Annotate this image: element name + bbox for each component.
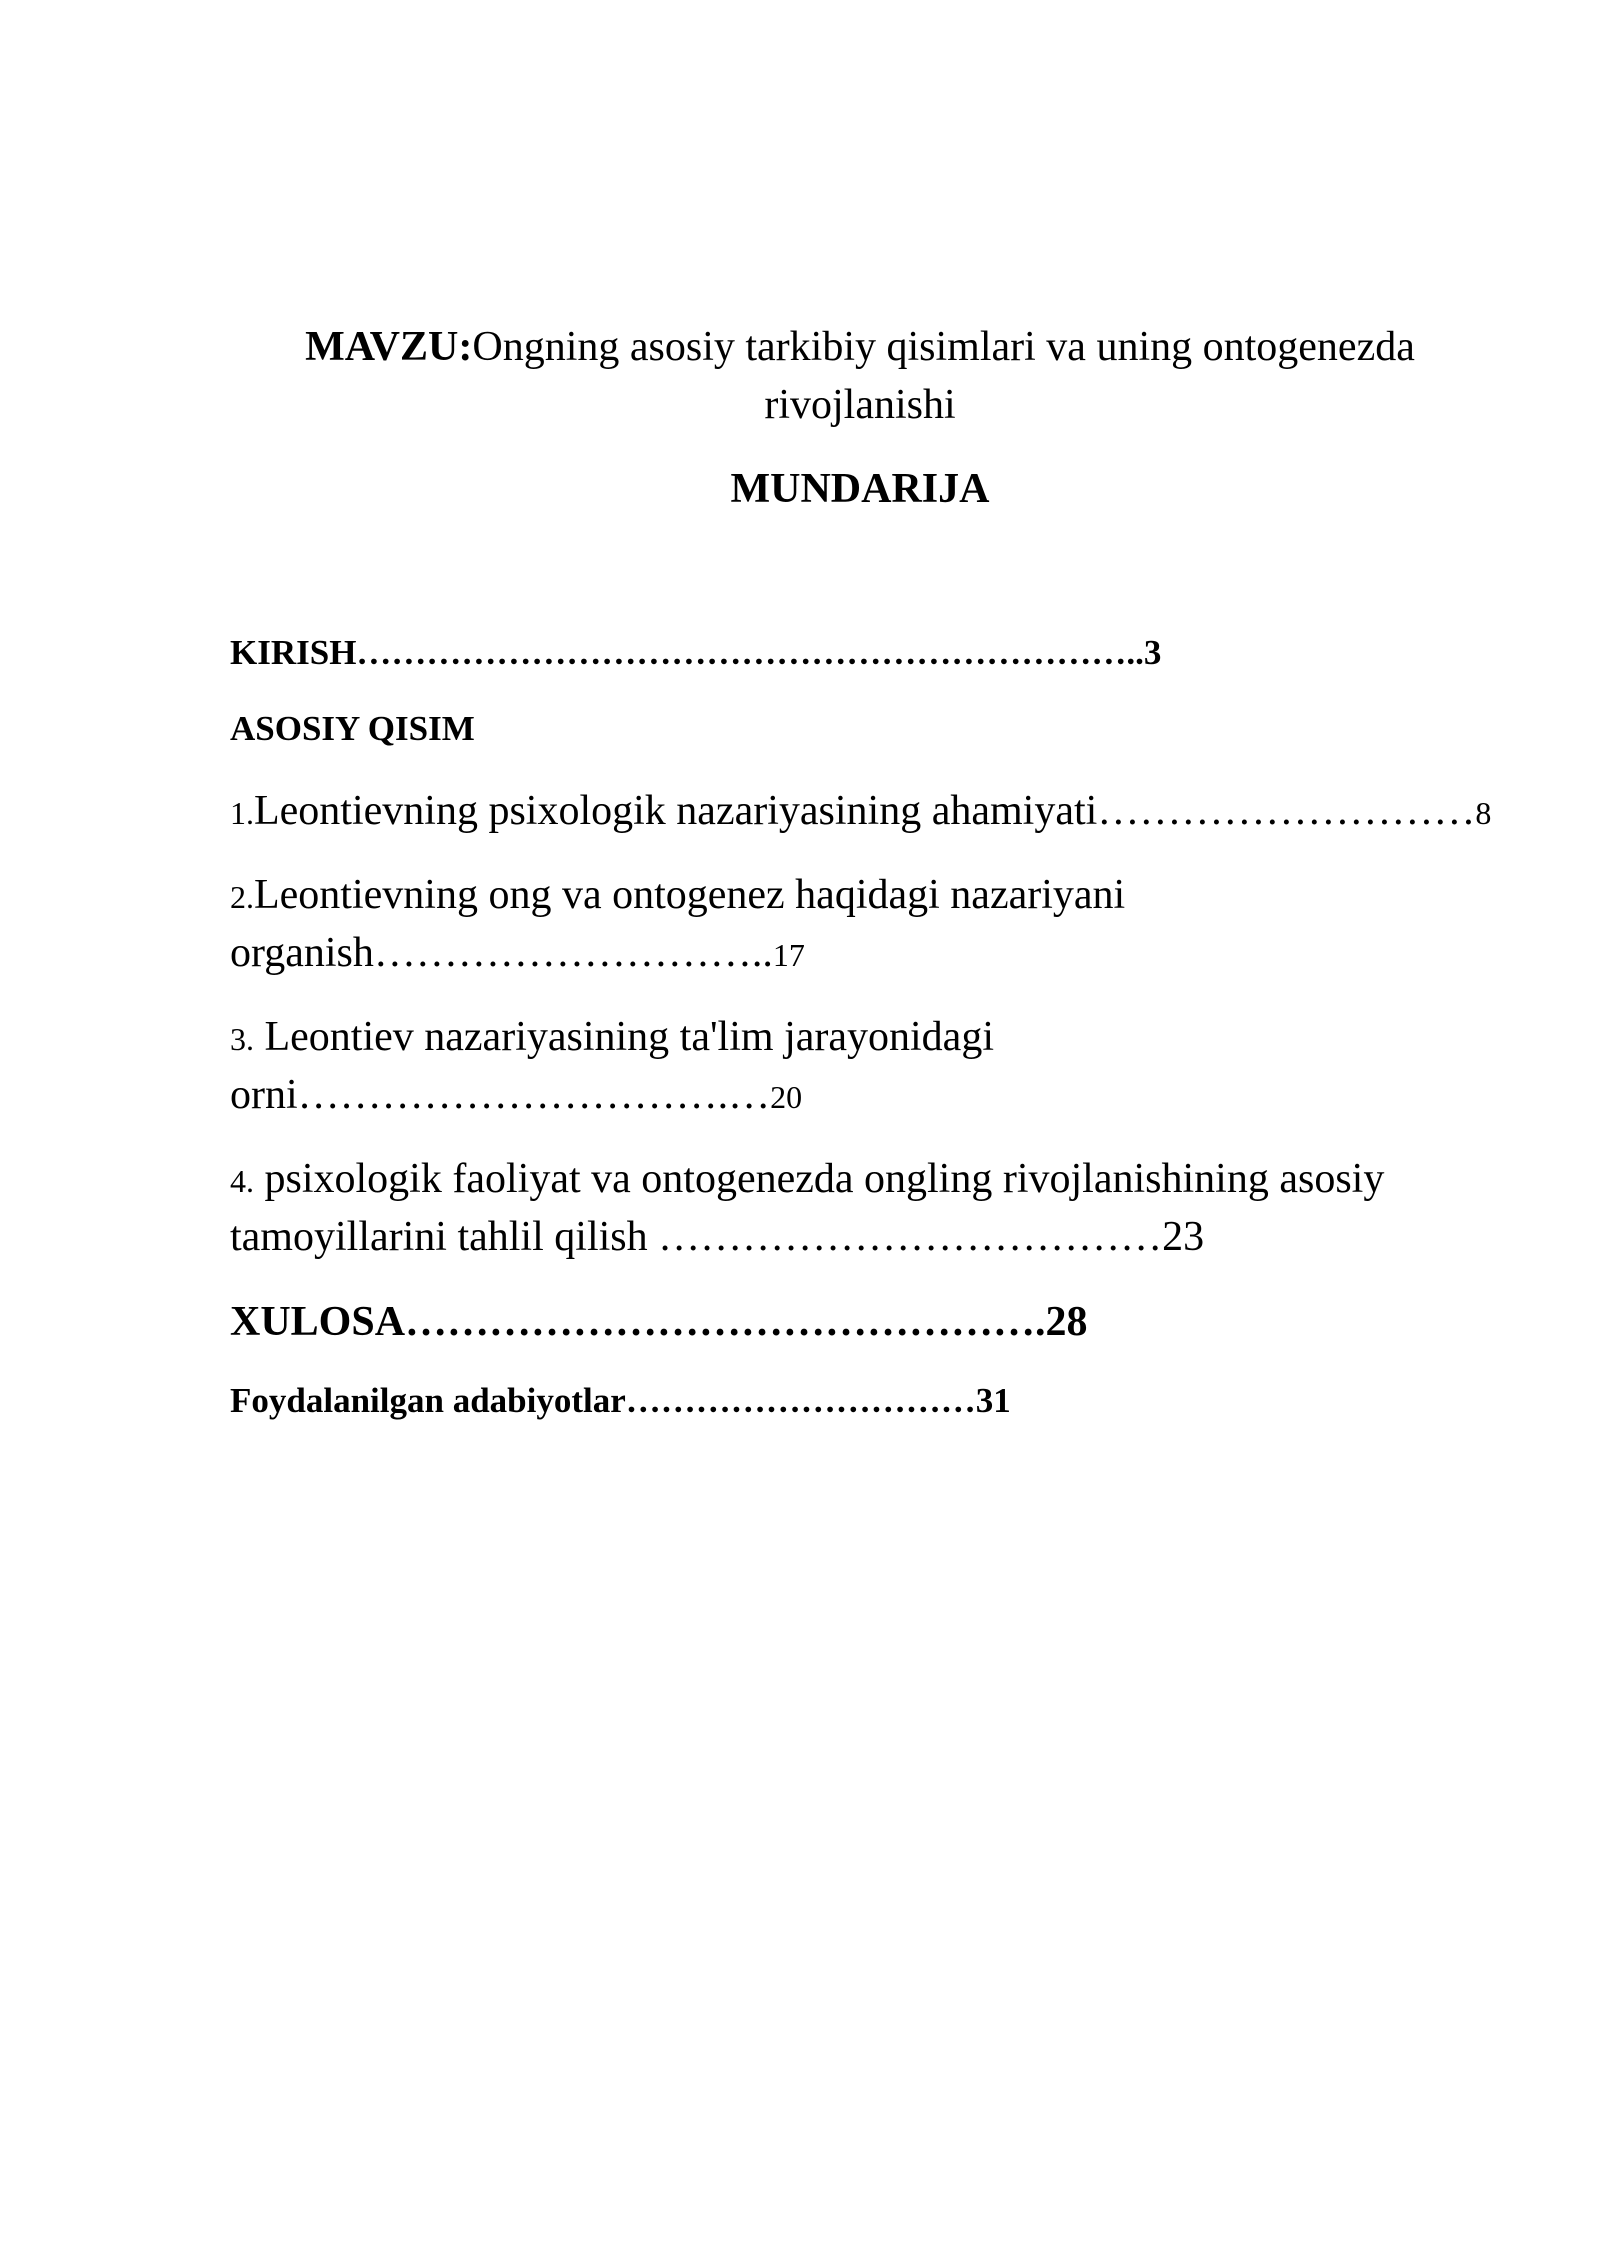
toc-entry-4-line1 (230, 1150, 1530, 1210)
toc-entry-2-line2 (230, 924, 1530, 984)
toc-entry-3-dots: ………………………….… (297, 1072, 771, 1118)
toc-entry-1-page: 8 (1475, 795, 1492, 831)
toc-entry-3-number: 3. (230, 1021, 254, 1057)
topic-text: Ongning asosiy tarkibiy qisimlari va uning ontogenezda (472, 324, 1415, 370)
toc-entry-xulosa: XULOSA……………………………………….28 (230, 1299, 1088, 1345)
toc-entry-4-text: psixologik faoliyat va ontogenezda ongling rivojlanishining asosiy (254, 1156, 1385, 1202)
toc-entry-3-text-cont: orni (230, 1072, 298, 1118)
contents-heading: MUNDARIJA (730, 466, 990, 512)
toc-entry-3-text: Leontiev nazariyasining ta'lim jarayonidagi (254, 1014, 994, 1060)
toc-entry-4-number: 4. (230, 1163, 254, 1199)
toc-section-asosiy-qisim: ASOSIY QISIM (230, 709, 475, 748)
toc-entry-3-page: 20 (770, 1079, 803, 1115)
toc-entry-2-page: 17 (772, 937, 805, 973)
toc-entry-4-dots: ……………………………… (658, 1214, 1163, 1260)
toc-entry-3-line2 (230, 1066, 1530, 1126)
topic-title (230, 318, 1490, 434)
toc-entry-2-number: 2. (230, 879, 254, 915)
toc-entry-2-dots: ……………………….. (373, 930, 773, 976)
toc-entry-kirish: KIRISH…………………………………………………………..3 (230, 633, 1162, 672)
toc-entry-2-text-cont: organish (230, 930, 374, 976)
toc-entry-1-dots: ……………………… (1097, 788, 1476, 834)
topic-label: MAVZU: (305, 324, 473, 370)
toc-entry-1-text: Leontievning psixologik nazariyasining ahamiyati (254, 788, 1098, 834)
topic-text-line2: rivojlanishi (764, 382, 956, 428)
toc-entry-1 (230, 782, 1530, 842)
toc-entry-2-text: Leontievning ong va ontogenez haqidagi nazariyani (254, 872, 1126, 918)
toc-entry-1-number: 1. (230, 795, 254, 831)
toc-entry-4-text-cont: tamoyillarini tahlil qilish (230, 1214, 659, 1260)
toc-entry-2-line1 (230, 866, 1530, 926)
toc-entry-references: Foydalanilgan adabiyotlar…………………………31 (230, 1381, 1011, 1420)
toc-entry-4-page: 23 (1162, 1214, 1205, 1260)
toc-entry-3-line1 (230, 1008, 1530, 1068)
toc-entry-4-line2 (230, 1208, 1530, 1266)
